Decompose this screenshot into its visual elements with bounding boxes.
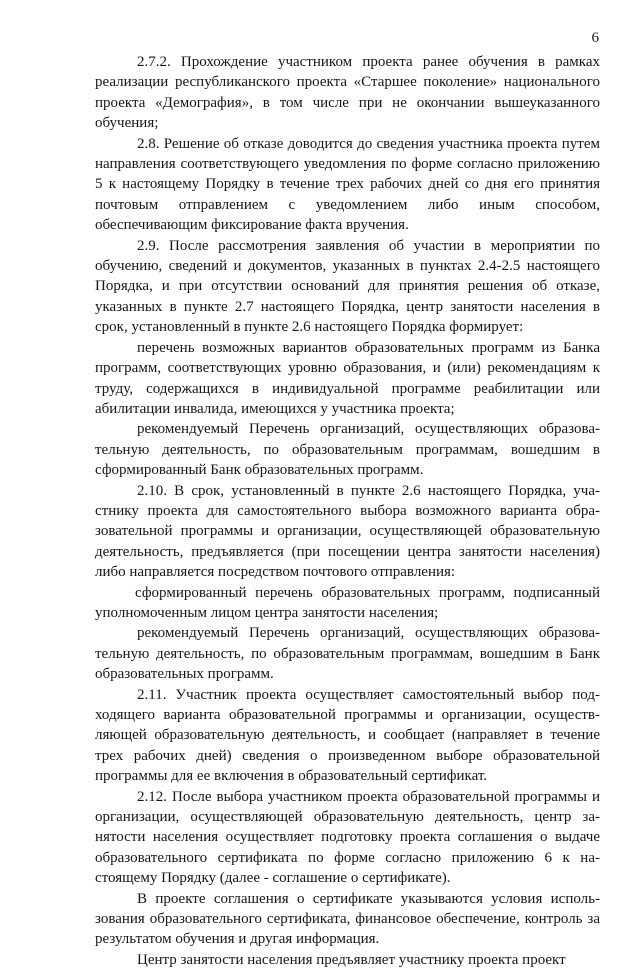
document-body (95, 52, 600, 970)
paragraph-2-11: 2.11. Участник проекта осуществляет самостоятельный выбор подходящего варианта образовательной программы и организации, осуществляющей образовательную деятельность, и сообщает (направляет в течение трех рабочих дней) сведения о произведенном выборе образовательной программы для ее включения в образовательный сертификат. (95, 686, 600, 785)
paragraph-list-programs: перечень возможных вариантов образовательных программ из Банка программ, соответствующих уровню образования, и (или) рекомендациям к труду, содержащихся в индивидуальной программе реабилитации или абилитации инвалида, имеющихся у участника проекта; (95, 339, 600, 417)
paragraph-list-formed-programs: сформированный перечень образовательных программ, подписанный уполномоченным лицом центра занятости населения; (95, 584, 600, 621)
paragraph-list-organizations: рекомендуемый Перечень организаций, осуществляющих образовательную деятельность, по образовательным программам, вошедшим в сформированный Банк образовательных программ. (95, 421, 600, 479)
page-number: 6 (591, 30, 599, 46)
paragraph-2-10: 2.10. В срок, установленный в пункте 2.6 настоящего Порядка, участнику проекта для самостоятельного выбора возможного варианта образовательной программы и организации, осуществляющей образовательную деятельность, предъявляется (при посещении центра занятости населения) либо направляется посредством почтового отправления: (95, 482, 600, 581)
paragraph-2-12: 2.12. После выбора участником проекта образовательной программы и организации, осуществляющей образовательную деятельность, центр занятости населения осуществляет подготовку проекта соглашения о выдаче образовательного сертификата по форме согласно приложению 6 к настоящему Порядку (далее - соглашение о сертификате). (95, 788, 600, 887)
paragraph-2-7-2: 2.7.2. Прохождение участником проекта ранее обучения в рамках реализации республиканского проекта «Старшее поколение» национального проекта «Демография», в том числе при не окончании вышеуказанного обучения; (95, 54, 600, 132)
paragraph-center-presents: Центр занятости населения предъявляет участнику проекта проект (137, 951, 566, 968)
paragraph-2-8: 2.8. Решение об отказе доводится до сведения участника проекта путем направления соответствующего уведомления по форме согласно приложению 5 к настоящему Порядку в течение трех рабочих дней со дня его принятия почтовым отправлением с уведомлением либо иным способом, обеспечивающим фиксирование факта вручения. (95, 135, 600, 234)
paragraph-certificate-terms: В проекте соглашения о сертификате указываются условия использования образовательного сертификата, финансовое обеспечение, контроль за результатом обучения и другая информация. (95, 890, 600, 948)
paragraph-2-9: 2.9. После рассмотрения заявления об участии в мероприятии по обучению, сведений и документов, указанных в пунктах 2.4-2.5 настоящего Порядка, и при отсутствии оснований для принятия решения об отказе, указанных в пункте 2.7 настоящего Порядка, центр занятости населения в срок, установленный в пункте 2.6 настоящего Порядка формирует: (95, 237, 600, 336)
paragraph-list-recommended-orgs: рекомендуемый Перечень организаций, осуществляющих образовательную деятельность, по образовательным программам, вошедшим в Банк образовательных программ. (95, 625, 600, 683)
